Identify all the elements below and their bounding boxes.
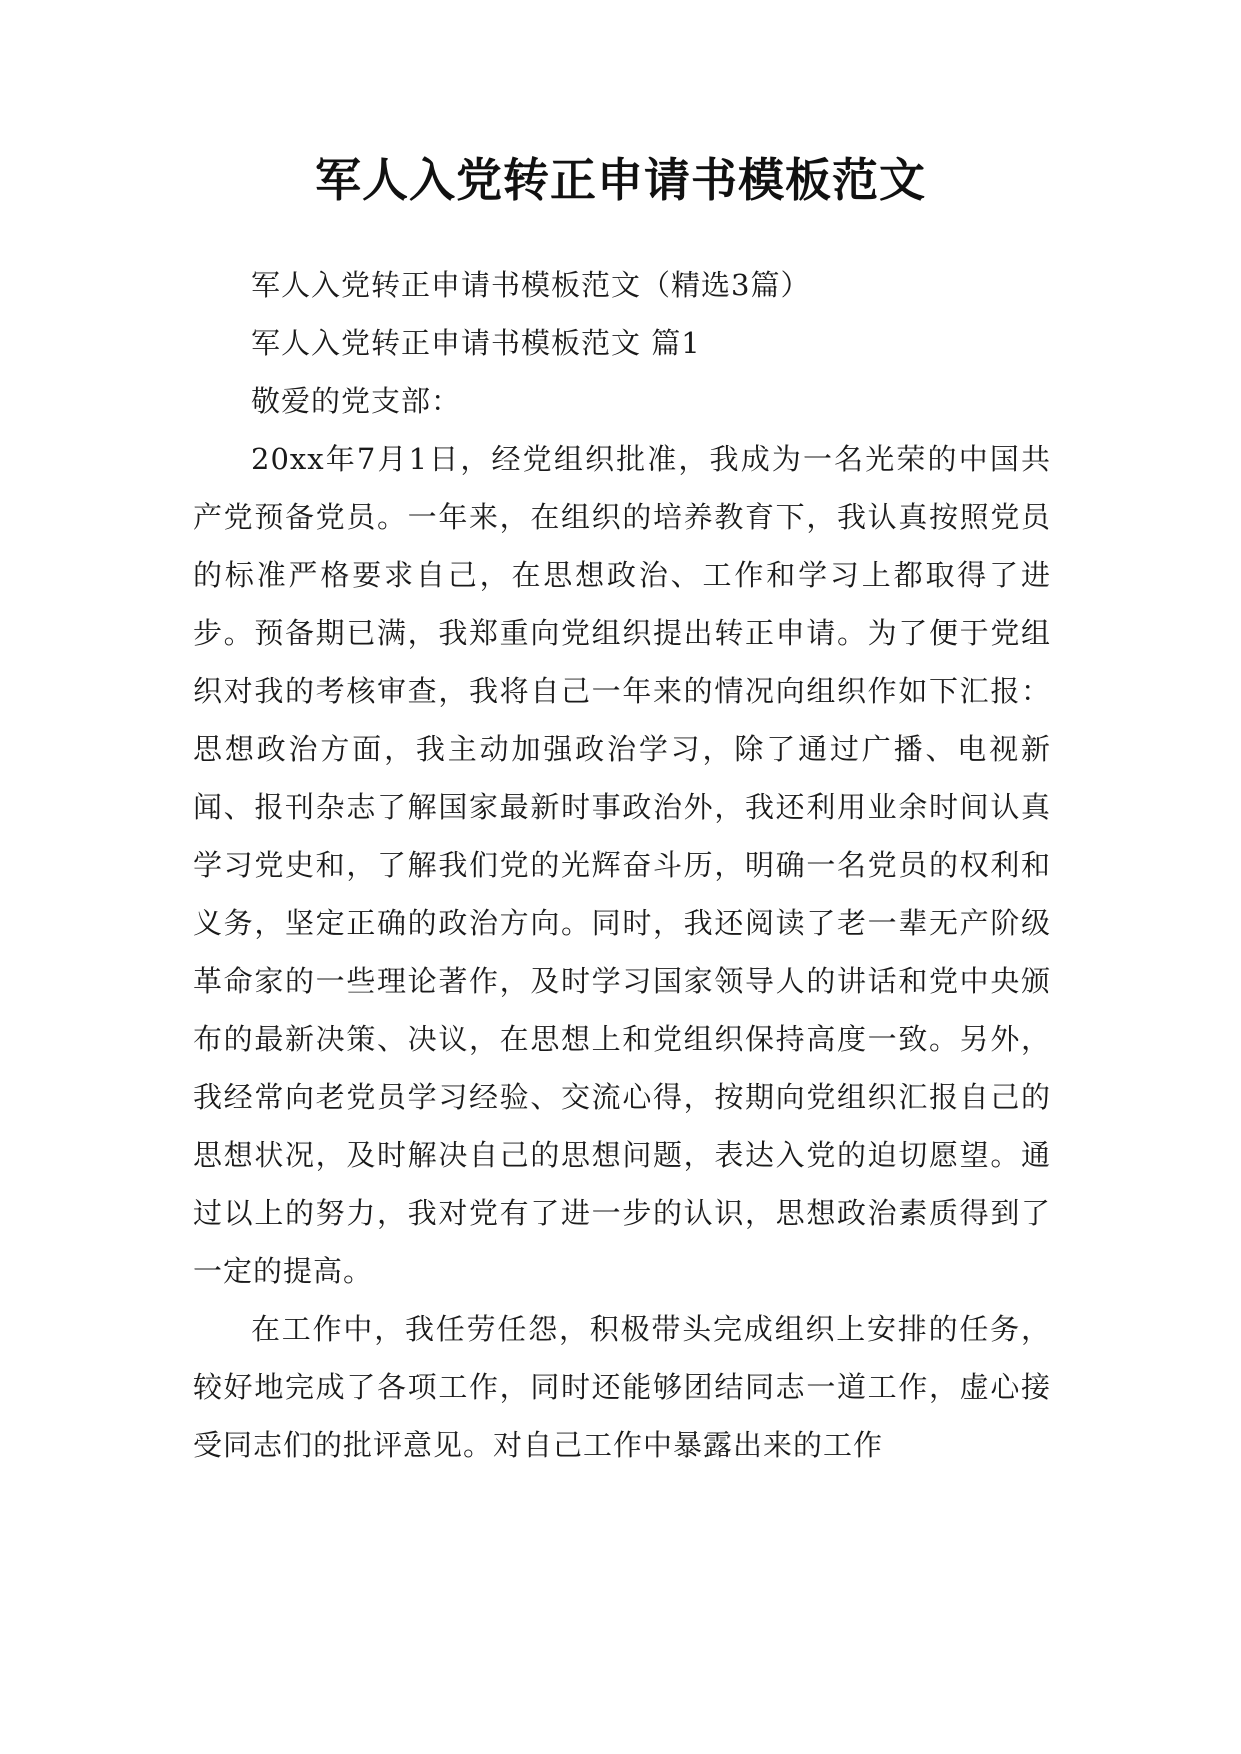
subtitle-paragraph: 军人入党转正申请书模板范文（精选3篇）: [251, 268, 811, 302]
body-paragraph: 在工作中，我任劳任怨，积极带头完成组织上安排的任务，较好地完成了各项工作，同时还能够团结同志一道工作，虚心接受同志们的批评意见。对自己工作中暴露出来的工作: [193, 1312, 1051, 1462]
salutation: 敬爱的党支部：: [251, 384, 462, 418]
document-title: 军人入党转正申请书模板范文: [315, 153, 926, 207]
section-heading: 军人入党转正申请书模板范文 篇1: [251, 326, 701, 360]
body-paragraph: 20xx年7月1日，经党组织批准，我成为一名光荣的中国共产党预备党员。一年来，在组织的培养教育下，我认真按照党员的标准严格要求自己，在思想政治、工作和学习上都取得了进步。预备期已满，我郑重向党组织提出转正申请。为了便于党组织对我的考核审查，我将自己一年来的情况向组织作如下汇报：思想政治方面，我主动加强政治学习，除了通过广播、电视新闻、报刊杂志了解国家最新时事政治外，我还利用业余时间认真学习党史和，了解我们党的光辉奋斗历，明确一名党员的权利和义务，坚定正确的政治方向。同时，我还阅读了老一辈无产阶级革命家的一些理论著作，及时学习国家领导人的讲话和党中央颁布的最新决策、决议，在思想上和党组织保持高度一致。另外，我经常向老党员学习经验、交流心得，按期向党组织汇报自己的思想状况，及时解决自己的思想问题，表达入党的迫切愿望。通过以上的努力，我对党有了进一步的认识，思想政治素质得到了一定的提高。: [193, 442, 1051, 1288]
document-body: [193, 256, 1051, 1474]
